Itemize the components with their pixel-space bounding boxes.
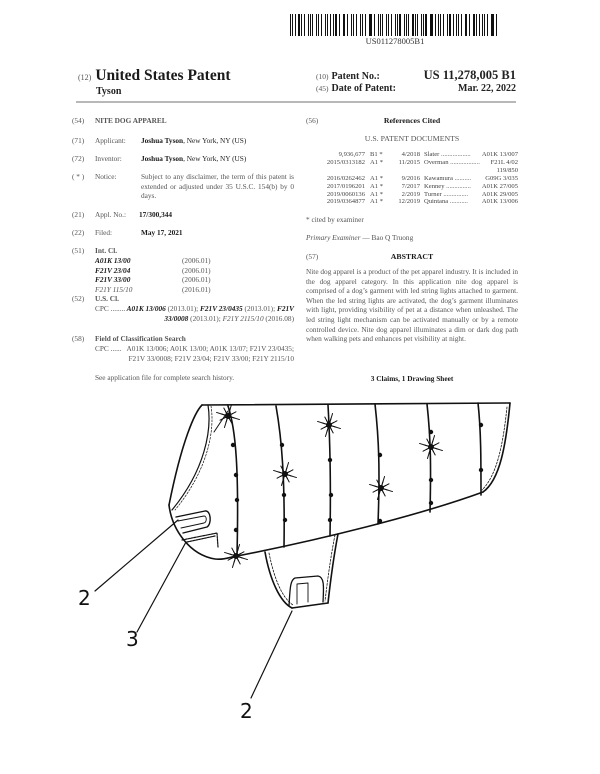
barcode-bar: [378, 14, 379, 36]
reference-name: Turner ...............: [424, 190, 469, 198]
reference-date: 4/2018: [401, 151, 420, 158]
barcode-bar: [435, 14, 436, 36]
barcode-bar: [344, 14, 345, 36]
int-cl-list: [95, 256, 295, 294]
reference-date: 9/2016: [401, 174, 420, 182]
barcode-bar: [318, 14, 320, 36]
reference-date: 12/2019: [398, 198, 420, 206]
light-string: [478, 403, 481, 495]
barcode-bar: [431, 14, 433, 36]
int-cl-row: [95, 266, 295, 276]
reference-row: [306, 151, 518, 159]
int-cl-row: [95, 256, 295, 266]
patent-no-code: (10): [316, 72, 329, 81]
reference-number: 2015/0313182: [326, 158, 365, 166]
reference-number: 2019/0364877: [326, 198, 365, 206]
reference-label-2: 2: [78, 586, 91, 610]
led-bulb: [234, 473, 238, 477]
field-code: (22): [72, 228, 85, 237]
barcode-bar: [466, 14, 467, 36]
barcode-bar: [473, 14, 475, 36]
cpc-version: (2013.01);: [242, 304, 277, 313]
patent-meta: [316, 68, 516, 98]
int-cl-version: (2006.01): [182, 275, 211, 285]
int-cl-version: (2016.01): [182, 284, 211, 294]
cpc-version: (2016.08): [263, 313, 294, 323]
barcode-bar: [406, 14, 407, 36]
reference-name: Kenney ...............: [424, 182, 471, 190]
barcode-bar: [356, 14, 358, 36]
references-title: References Cited: [383, 116, 441, 125]
led-bulb: [378, 453, 382, 457]
reference-date: [394, 167, 424, 175]
led-bulb: [429, 501, 433, 505]
field-code: (56): [306, 116, 319, 125]
reference-kind: B1 *: [370, 151, 383, 158]
date-code: (45): [316, 84, 329, 93]
abstract-text: Nite dog apparel is a product of the pet apparel industry. It is included in the dog apparel category. In this application nite dog apparel is comprised of a dog’s garment with led string lights attached to garment. When the led string lights are activated, the dog’s garment illuminates with light, providing visibility of pet at a distance when unleashed. The led string light mechanism can be activated manually or by a remote controlled device. Nite dog apparel illuminates a dim or dark dog path when walking pets and enhances pet visibility at night.: [306, 267, 518, 344]
int-cl-field: [72, 246, 294, 294]
examiner-name: — Bao Q Truong: [360, 233, 414, 242]
int-cl-class: F21V 33/00: [95, 275, 131, 285]
patent-number-row: [316, 68, 516, 83]
reference-row: [306, 183, 518, 191]
date-label: Date of Patent:: [331, 83, 396, 94]
primary-examiner: [306, 233, 518, 243]
barcode-bar: [327, 14, 328, 36]
search-classes: A01K 13/006; A01K 13/00; A01K 13/07; F21V 23/0435; F21V 33/0008; F21V 23/04; F21V 33/00; F21Y 2115/10: [126, 344, 294, 363]
barcode-bar: [425, 14, 426, 36]
reference-number: [306, 167, 365, 175]
reference-number: 2016/0262462: [326, 174, 365, 182]
barcode-bar: [492, 14, 494, 36]
barcode-bar: [353, 14, 354, 36]
reference-number: 2019/0060136: [326, 190, 365, 198]
field-label: Notice:: [95, 172, 117, 181]
barcode-bar: [395, 14, 396, 36]
barcode-bar: [417, 14, 418, 36]
inventor-name: Joshua Tyson: [141, 154, 184, 163]
field-code: (58): [72, 334, 85, 343]
barcode-bar: [310, 14, 311, 36]
type-code: (12): [78, 73, 92, 82]
reference-class: A01K 29/005: [481, 190, 518, 198]
barcode: [290, 14, 500, 36]
barcode-bar: [386, 14, 387, 36]
field-label: Inventor:: [95, 154, 122, 163]
patent-drawing: [0, 380, 600, 774]
barcode-bar: [388, 14, 389, 36]
field-code: ( * ): [72, 172, 85, 181]
barcode-bar: [295, 14, 296, 36]
light-burst-icon: [225, 545, 248, 568]
barcode-bar: [343, 14, 344, 36]
barcode-bar: [453, 14, 454, 36]
claims-summary: 3 Claims, 1 Drawing Sheet: [370, 374, 454, 383]
leg-opening: [265, 534, 338, 608]
patent-no-label: Patent No.:: [331, 71, 380, 82]
barcode-bar: [330, 14, 331, 36]
barcode-bar: [423, 14, 424, 36]
field-code: (54): [72, 116, 85, 125]
abstract-title: ABSTRACT: [390, 252, 434, 261]
barcode-bar: [438, 14, 439, 36]
notice-field: [72, 172, 294, 202]
barcode-bar: [476, 14, 477, 36]
barcode-bar: [316, 14, 317, 36]
barcode-bar: [484, 14, 485, 36]
barcode-bar: [365, 14, 366, 36]
cited-note: * cited by examiner: [306, 215, 364, 224]
reference-leader-lines: [95, 520, 292, 698]
abstract-heading: [306, 252, 518, 262]
barcode-bar: [447, 14, 448, 36]
patent-type-heading: [78, 67, 231, 85]
led-bulb: [234, 528, 238, 532]
patent-title-heading: United States Patent: [95, 67, 231, 84]
field-code: (71): [72, 136, 85, 145]
cpc-prefix: CPC ........: [95, 304, 126, 313]
light-burst-icon: [370, 477, 393, 500]
barcode-bar: [304, 14, 305, 36]
barcode-bar: [465, 14, 466, 36]
barcode-bar: [321, 14, 322, 36]
led-bulb: [231, 443, 235, 447]
barcode-bar: [391, 14, 393, 36]
reference-number: 9,936,677: [338, 151, 365, 158]
reference-kind: [365, 167, 394, 175]
patent-date: Mar. 22, 2022: [458, 83, 516, 94]
barcode-bar: [412, 14, 414, 36]
light-burst-icon: [274, 463, 297, 486]
references-heading: [306, 116, 518, 126]
references-list: [306, 151, 518, 206]
barcode-bar: [456, 14, 457, 36]
light-string: [228, 406, 238, 555]
barcode-bar: [325, 14, 326, 36]
barcode-bar: [298, 14, 300, 36]
barcode-bar: [440, 14, 441, 36]
light-string: [375, 404, 379, 524]
reference-row: [306, 167, 518, 175]
inventor-surname: Tyson: [96, 86, 122, 97]
barcode-bar: [339, 14, 340, 36]
reference-name: Overman ..................: [424, 158, 480, 166]
reference-kind: A1 *: [370, 198, 384, 206]
led-bulb: [429, 430, 433, 434]
reference-class: A01K 27/005: [481, 182, 518, 190]
reference-name: Slater ..................: [424, 151, 471, 158]
barcode-bar: [397, 14, 398, 36]
barcode-bar: [469, 14, 470, 36]
cpc-class: F21V 33/0008: [164, 304, 294, 323]
reference-class: 119/850: [496, 166, 518, 174]
led-bulb: [282, 493, 286, 497]
barcode-bar: [430, 14, 431, 36]
barcode-bar: [496, 14, 497, 36]
barcode-bar: [301, 14, 302, 36]
inventor-field: [72, 154, 294, 164]
barcode-bar: [351, 14, 352, 36]
led-bulb: [479, 423, 483, 427]
reference-row: [306, 198, 518, 206]
field-label: Field of Classification Search: [95, 334, 186, 343]
cpc-version: (2013.01);: [165, 304, 201, 313]
barcode-bar: [487, 14, 488, 36]
appl-no-value: 17/300,344: [139, 210, 173, 219]
notice-text: Subject to any disclaimer, the term of this patent is extended or adjusted under 35 U.S.C. 154(b) by 0 days.: [141, 172, 294, 201]
reference-date: 7/2017: [401, 182, 420, 190]
reference-name: Quintana ...........: [424, 198, 468, 206]
led-bulb: [479, 468, 483, 472]
reference-class: A01K 13/006: [481, 198, 518, 206]
references-subtitle: U.S. PATENT DOCUMENTS: [364, 134, 460, 143]
dog-garment-outline: [169, 403, 510, 559]
light-burst-icon: [420, 436, 443, 459]
reference-number: 2017/0196201: [326, 182, 365, 190]
invention-title: NITE DOG APPAREL: [95, 116, 167, 125]
field-code: (21): [72, 210, 85, 219]
barcode-number: US011278005B1: [365, 36, 425, 46]
led-bulb: [328, 518, 332, 522]
barcode-bar: [380, 14, 381, 36]
reference-date: 2/2019: [401, 190, 420, 198]
applicant-field: [72, 136, 294, 146]
reference-date: 11/2015: [398, 158, 420, 166]
int-cl-row: [95, 285, 295, 295]
reference-kind: A1 *: [370, 174, 384, 182]
barcode-bar: [347, 14, 348, 36]
filed-field: [72, 228, 294, 238]
int-cl-class: F21V 23/04: [95, 265, 131, 275]
cpc-class: F21V 23/0435: [200, 304, 243, 313]
field-label: Applicant:: [95, 136, 126, 145]
field-label: Int. Cl.: [95, 246, 118, 255]
barcode-bar: [382, 14, 383, 36]
reference-name: [424, 167, 495, 175]
barcode-bar: [443, 14, 444, 36]
cpc-class: A01K 13/006: [126, 304, 166, 313]
int-cl-version: (2006.01): [182, 265, 211, 275]
field-code: (52): [72, 294, 85, 303]
reference-row: [306, 159, 518, 167]
cpc-prefix: CPC ......: [95, 344, 122, 353]
reference-class: F21L 4/02: [490, 158, 518, 166]
led-bulb: [329, 493, 333, 497]
barcode-bar: [360, 14, 361, 36]
filed-value: May 17, 2021: [141, 228, 183, 237]
barcode-bar: [461, 14, 462, 36]
reference-label-3: 3: [126, 627, 139, 651]
appl-no-field: [72, 210, 294, 220]
barcode-bar: [458, 14, 459, 36]
field-code: (72): [72, 154, 85, 163]
barcode-bar: [374, 14, 375, 36]
applicant-location: , New York, NY (US): [183, 136, 247, 145]
reference-name: Kawamura ..........: [424, 174, 472, 182]
reference-labels: [78, 586, 253, 723]
reference-kind: A1 *: [370, 158, 384, 166]
barcode-bar: [362, 14, 363, 36]
barcode-bar: [449, 14, 451, 36]
field-of-search: [72, 334, 294, 384]
reference-kind: A1 *: [370, 190, 384, 198]
barcode-bar: [290, 14, 291, 36]
barcode-bar: [482, 14, 483, 36]
barcode-bar: [292, 14, 293, 36]
barcode-bar: [312, 14, 313, 36]
barcode-bar: [333, 14, 334, 36]
led-bulb: [328, 458, 332, 462]
inventor-location: , New York, NY (US): [183, 154, 247, 163]
cpc-version: (2013.01);: [188, 313, 223, 323]
search-cpc-text: [95, 344, 294, 363]
invention-title-field: [72, 116, 294, 126]
reference-kind: A1 *: [370, 182, 384, 190]
reference-row: [306, 191, 518, 199]
us-cl-text: [95, 304, 294, 323]
barcode-bar: [408, 14, 409, 36]
barcode-bar: [491, 14, 492, 36]
field-code: (57): [306, 252, 319, 261]
applicant-name: Joshua Tyson: [141, 136, 184, 145]
int-cl-row: [95, 275, 295, 285]
led-bulb: [235, 498, 239, 502]
led-bulb: [378, 519, 382, 523]
patent-number: US 11,278,005 B1: [423, 68, 516, 82]
examiner-label: Primary Examiner: [306, 233, 361, 242]
barcode-bar: [479, 14, 480, 36]
int-cl-version: (2006.01): [182, 256, 211, 265]
barcode-bar: [404, 14, 405, 36]
cpc-class: F21Y 2115/10: [222, 313, 264, 323]
barcode-bar: [369, 14, 370, 36]
chest-strap-buckle: [176, 511, 218, 547]
search-history-note: See application file for complete search history.: [95, 373, 235, 382]
led-bulb: [283, 518, 287, 522]
led-bulb: [429, 478, 433, 482]
header-divider: [76, 101, 516, 103]
field-code: (51): [72, 246, 85, 255]
barcode-bar: [415, 14, 416, 36]
int-cl-class: F21Y 115/10: [95, 284, 133, 294]
us-cl-field: [72, 294, 294, 334]
reference-label-2: 2: [240, 699, 253, 723]
field-label: Appl. No.:: [95, 210, 127, 219]
reference-row: [306, 175, 518, 183]
barcode-bar: [370, 14, 372, 36]
barcode-bar: [421, 14, 422, 36]
led-bulb: [280, 443, 284, 447]
barcode-bar: [399, 14, 400, 36]
barcode-bar: [308, 14, 309, 36]
field-label: Filed:: [95, 228, 113, 237]
int-cl-class: A01K 13/00: [95, 256, 131, 265]
reference-class: G09G 3/035: [485, 174, 518, 182]
reference-class: A01K 13/007: [481, 151, 518, 158]
led-light-strings: [228, 403, 483, 555]
field-label: U.S. Cl.: [95, 294, 119, 303]
patent-date-row: [316, 83, 516, 98]
barcode-bar: [335, 14, 337, 36]
